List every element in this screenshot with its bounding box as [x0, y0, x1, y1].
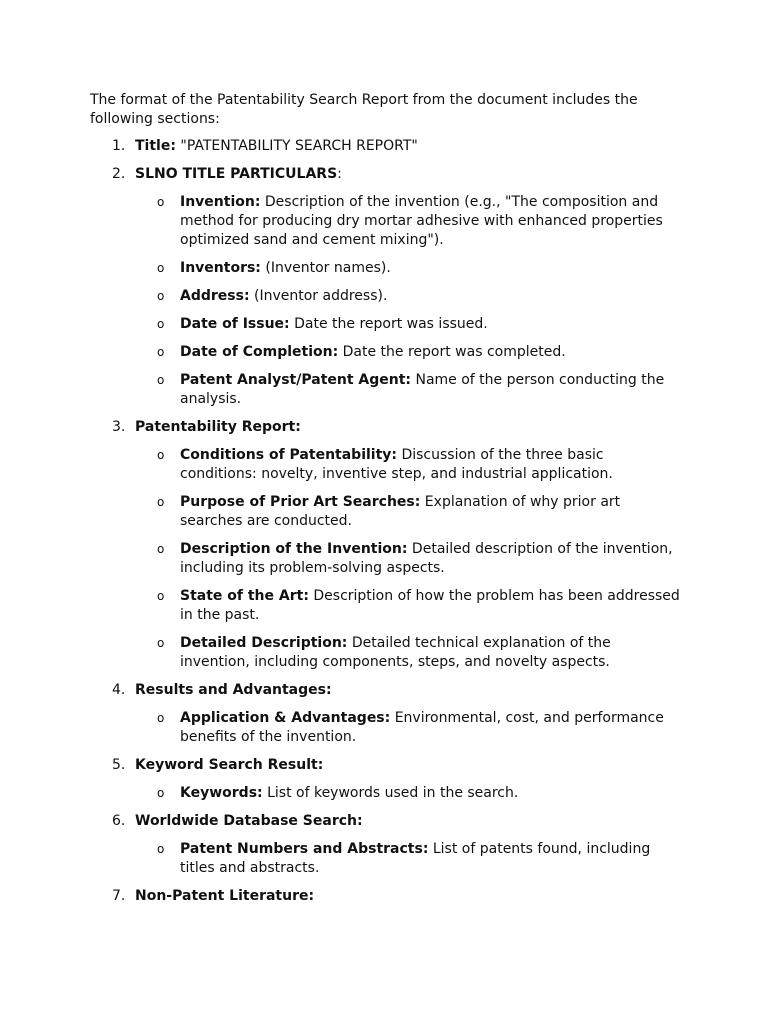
section-item	[90, 812, 690, 878]
section-list	[90, 137, 690, 906]
section-label: Non-Patent Literature:	[135, 888, 315, 904]
sub-list	[135, 784, 690, 803]
section-label: Title:	[135, 138, 176, 154]
bullet-icon: o	[157, 345, 165, 359]
list-item	[135, 540, 680, 578]
section-number: 1.	[112, 138, 126, 154]
bullet-icon: o	[157, 786, 165, 800]
section-label: Results and Advantages:	[135, 682, 332, 698]
list-item	[135, 315, 680, 334]
bullet-icon: o	[157, 448, 165, 462]
section-text: :	[337, 166, 342, 182]
list-item	[135, 193, 680, 250]
item-text: Environmental, cost, and performance benefits of the invention.	[180, 710, 664, 745]
bullet-icon: o	[157, 195, 165, 209]
list-item	[135, 343, 680, 362]
item-label: Address:	[180, 288, 250, 304]
item-text: Detailed technical explanation of the invention, including components, steps, and novelty aspects.	[180, 635, 611, 670]
intro-paragraph: The format of the Patentability Search Report from the document includes the following sections:	[90, 92, 638, 127]
list-item	[135, 840, 680, 878]
section-item	[90, 887, 690, 906]
section-label: Keyword Search Result:	[135, 757, 324, 773]
item-text: Description of the invention (e.g., "The composition and method for producing dry mortar adhesive with enhanced properties optimized sand and cement mixing").	[180, 194, 663, 248]
item-text: Detailed description of the invention, including its problem-solving aspects.	[180, 541, 673, 576]
section-text: "PATENTABILITY SEARCH REPORT"	[175, 138, 418, 154]
sub-list	[135, 709, 690, 747]
sub-list	[135, 446, 690, 672]
list-item	[135, 259, 680, 278]
item-label: Invention:	[180, 194, 261, 210]
item-text: Date the report was completed.	[338, 344, 566, 360]
bullet-icon: o	[157, 589, 165, 603]
section-item	[90, 681, 690, 747]
section-number: 6.	[112, 813, 126, 829]
bullet-icon: o	[157, 317, 165, 331]
item-label: Keywords:	[180, 785, 263, 801]
item-text: (Inventor names).	[260, 260, 391, 276]
item-label: Date of Issue:	[180, 316, 290, 332]
item-text: List of keywords used in the search.	[262, 785, 519, 801]
bullet-icon: o	[157, 711, 165, 725]
sub-list	[135, 840, 690, 878]
section-item	[90, 137, 690, 156]
item-label: Inventors:	[180, 260, 261, 276]
list-item	[135, 634, 680, 672]
bullet-icon: o	[157, 842, 165, 856]
section-number: 2.	[112, 166, 126, 182]
section-number: 4.	[112, 682, 126, 698]
item-text: Explanation of why prior art searches are conducted.	[180, 494, 621, 529]
item-label: Patent Analyst/Patent Agent:	[180, 372, 412, 388]
bullet-icon: o	[157, 373, 165, 387]
section-item	[90, 418, 690, 672]
bullet-icon: o	[157, 261, 165, 275]
bullet-icon: o	[157, 495, 165, 509]
item-text: List of patents found, including titles and abstracts.	[180, 841, 651, 876]
section-label: SLNO TITLE PARTICULARS	[135, 166, 338, 182]
section-item	[90, 165, 690, 409]
item-label: Detailed Description:	[180, 635, 348, 651]
list-item	[135, 784, 680, 803]
document-page	[90, 91, 690, 915]
list-item	[135, 446, 680, 484]
item-label: Date of Completion:	[180, 344, 339, 360]
item-label: Application & Advantages:	[180, 710, 391, 726]
list-item	[135, 493, 680, 531]
item-text: Description of how the problem has been addressed in the past.	[180, 588, 680, 623]
section-number: 5.	[112, 757, 126, 773]
item-text: Date the report was issued.	[289, 316, 488, 332]
item-label: Conditions of Patentability:	[180, 447, 398, 463]
item-text: (Inventor address).	[249, 288, 388, 304]
bullet-icon: o	[157, 289, 165, 303]
section-number: 3.	[112, 419, 126, 435]
bullet-icon: o	[157, 636, 165, 650]
list-item	[135, 587, 680, 625]
sub-list	[135, 193, 690, 409]
section-label: Worldwide Database Search:	[135, 813, 363, 829]
item-label: Patent Numbers and Abstracts:	[180, 841, 429, 857]
list-item	[135, 371, 680, 409]
item-label: Purpose of Prior Art Searches:	[180, 494, 421, 510]
list-item	[135, 709, 680, 747]
section-label: Patentability Report:	[135, 419, 301, 435]
bullet-icon: o	[157, 542, 165, 556]
item-text: Discussion of the three basic conditions: novelty, inventive step, and industrial application.	[180, 447, 613, 482]
section-item	[90, 756, 690, 803]
list-item	[135, 287, 680, 306]
section-number: 7.	[112, 888, 126, 904]
item-label: State of the Art:	[180, 588, 309, 604]
item-text: Name of the person conducting the analysis.	[180, 372, 665, 407]
item-label: Description of the Invention:	[180, 541, 408, 557]
